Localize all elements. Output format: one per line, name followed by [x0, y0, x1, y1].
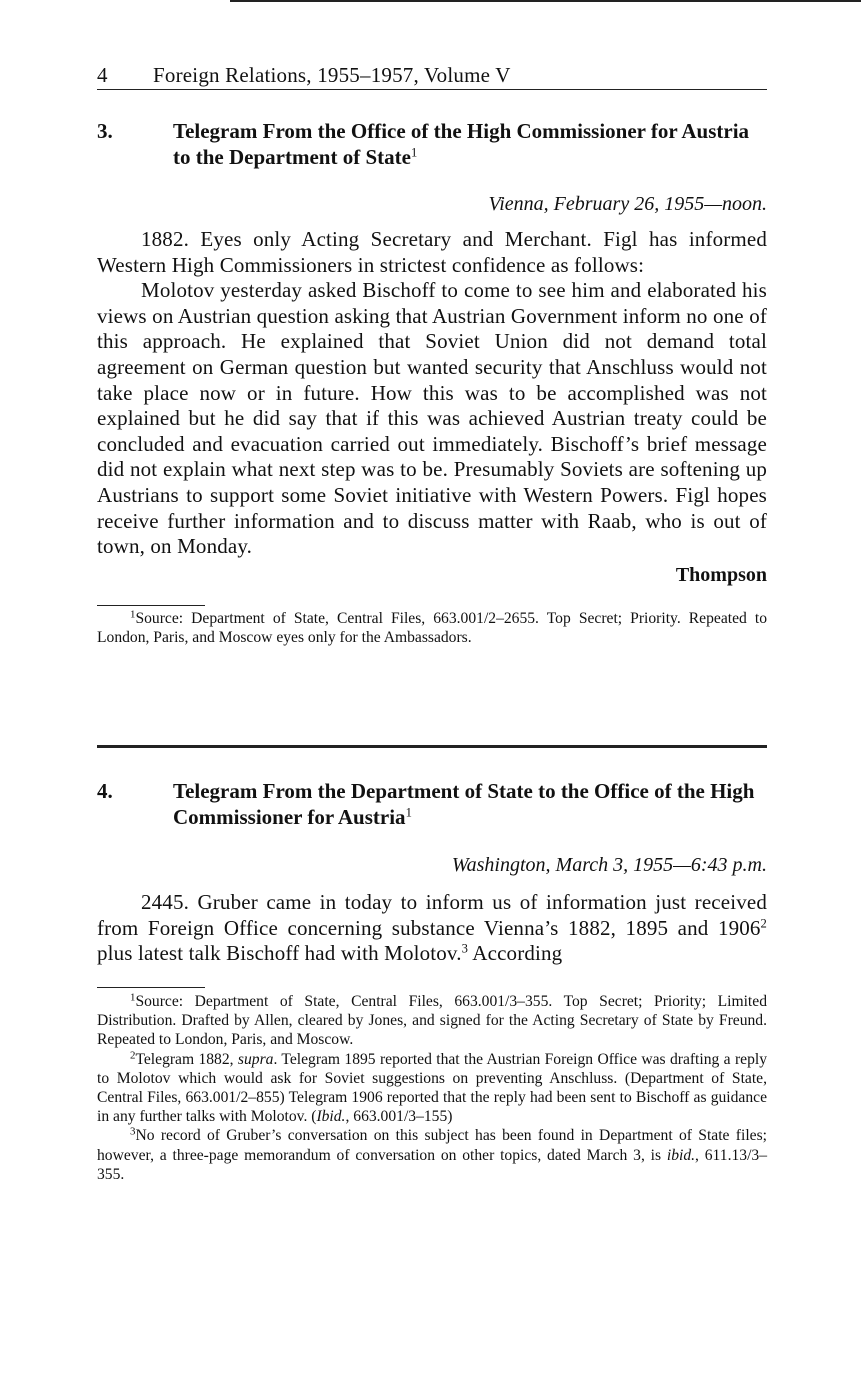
doc4-footnote-1 [97, 992, 767, 1050]
doc4-footnote-3-ref[interactable]: 3 [461, 941, 469, 956]
running-head [97, 62, 767, 90]
doc3-dateline: Vienna, February 26, 1955—noon. [488, 193, 767, 215]
doc3-paragraph-1: 1882. Eyes only Acting Secretary and Merchant. Figl has informed Western High Commissioners in strictest confidence as follows: [97, 227, 767, 277]
doc4-footnote-1-text: Source: Department of State, Central Files, 663.001/3–355. Top Secret; Priority; Limited Distribution. Drafted by Allen, cleared by Jones, and signed for the Acting Secretary of State by Freund. Repeated to London, Paris, and Moscow. [97, 992, 767, 1049]
running-title: Foreign Relations, 1955–1957, Volume V [153, 63, 511, 87]
doc4-footnote-2-supra: supra [237, 1050, 274, 1068]
doc4-footnote-2-text-a: Telegram 1882, [135, 1050, 238, 1068]
doc4-paragraph-text-2: plus latest talk Bischoff had with Molotov. [97, 941, 462, 966]
doc4-footnote-3-text-a: No record of Gruber’s conversation on this subject has been found in Department of State files; however, a three-page memorandum of conversation on other topics, dated March 3, is [97, 1127, 767, 1164]
doc4-footnote-2-ibid: Ibid. [316, 1108, 346, 1126]
doc4-footnote-2-ref[interactable]: 2 [760, 916, 767, 931]
section-divider [97, 745, 767, 748]
page-number: 4 [97, 63, 108, 87]
doc3-paragraph-2: Molotov yesterday asked Bischoff to come to see him and elaborated his views on Austrian question asking that Austrian Government inform no one of this approach. He explained that Soviet Union did not demand total agreement on German question but wanted security that Anschluss would not take place now or in future. How this was to be accomplished was not explained but he did say that if this was achieved Austrian treaty could be concluded and evacuation carried out immediately. Bischoff’s brief message did not explain what next step was to be. Presumably Soviets are softening up Austrians to support some Soviet initiative with Western Powers. Figl hopes receive further information and to discuss matter with Raab, who is out of town, on Monday. [97, 278, 767, 559]
doc4-number: 4. [97, 779, 113, 804]
doc4-footnote-3-mark: 3 [130, 1125, 136, 1138]
doc3-footnote-rule [97, 605, 205, 606]
document-page [97, 62, 767, 1184]
doc3-footnote-1-text: Source: Department of State, Central Files, 663.001/2–2655. Top Secret; Priority. Repeated to London, Paris, and Moscow eyes only for the Ambassadors. [97, 609, 767, 646]
doc4-title-footnote-ref[interactable]: 1 [405, 805, 412, 820]
doc4-paragraph-1 [97, 890, 767, 967]
doc4-footnote-2-mark: 2 [130, 1049, 136, 1062]
doc3-signature: Thompson [675, 563, 767, 586]
doc3-title [173, 118, 767, 170]
doc4-paragraph-text-3: According [468, 941, 563, 966]
doc4-footnote-rule [97, 987, 205, 988]
doc3-footnote-1 [97, 609, 767, 647]
doc4-footnote-1-mark: 1 [130, 991, 136, 1004]
doc4-footnote-3-ibid: ibid. [666, 1146, 696, 1164]
doc4-footnote-3 [97, 1126, 767, 1184]
doc4-footnote-2 [97, 1050, 767, 1127]
doc4-footnote-3-text-b: , 611.13/3–355. [97, 1146, 767, 1183]
doc4-footnote-2-text-c: , 663.001/3–155) [345, 1108, 453, 1126]
doc4-title [173, 778, 767, 830]
doc4-heading [97, 778, 767, 830]
doc3-number: 3. [97, 119, 113, 143]
doc3-title-footnote-ref[interactable]: 1 [410, 145, 418, 160]
doc3-title-text: Telegram From the Office of the High Commissioner for Austria to the Department of State [173, 119, 750, 169]
doc4-paragraph-text-1: 2445. Gruber came in today to inform us of information just received from Foreign Office concerning substance Vienna’s 1882, 1895 and 1906 [97, 890, 767, 940]
doc4-dateline: Washington, March 3, 1955—6:43 p.m. [451, 854, 767, 877]
doc3-heading [97, 118, 767, 170]
doc4-footnote-2-text-b: . Telegram 1895 reported that the Austrian Foreign Office was drafting a reply to Molotov which would ask for Soviet suggestions on preventing Anschluss. (Department of State, Central Files, 663.001/2–855) Telegram 1906 reported that the reply had been sent to Bischoff as guidance in any further talks with Molotov. ( [97, 1050, 767, 1126]
doc3-footnote-1-mark: 1 [130, 608, 136, 621]
top-border-rule [230, 0, 861, 2]
doc4-title-text: Telegram From the Department of State to the Office of the High Commissioner for Austria [173, 779, 755, 830]
